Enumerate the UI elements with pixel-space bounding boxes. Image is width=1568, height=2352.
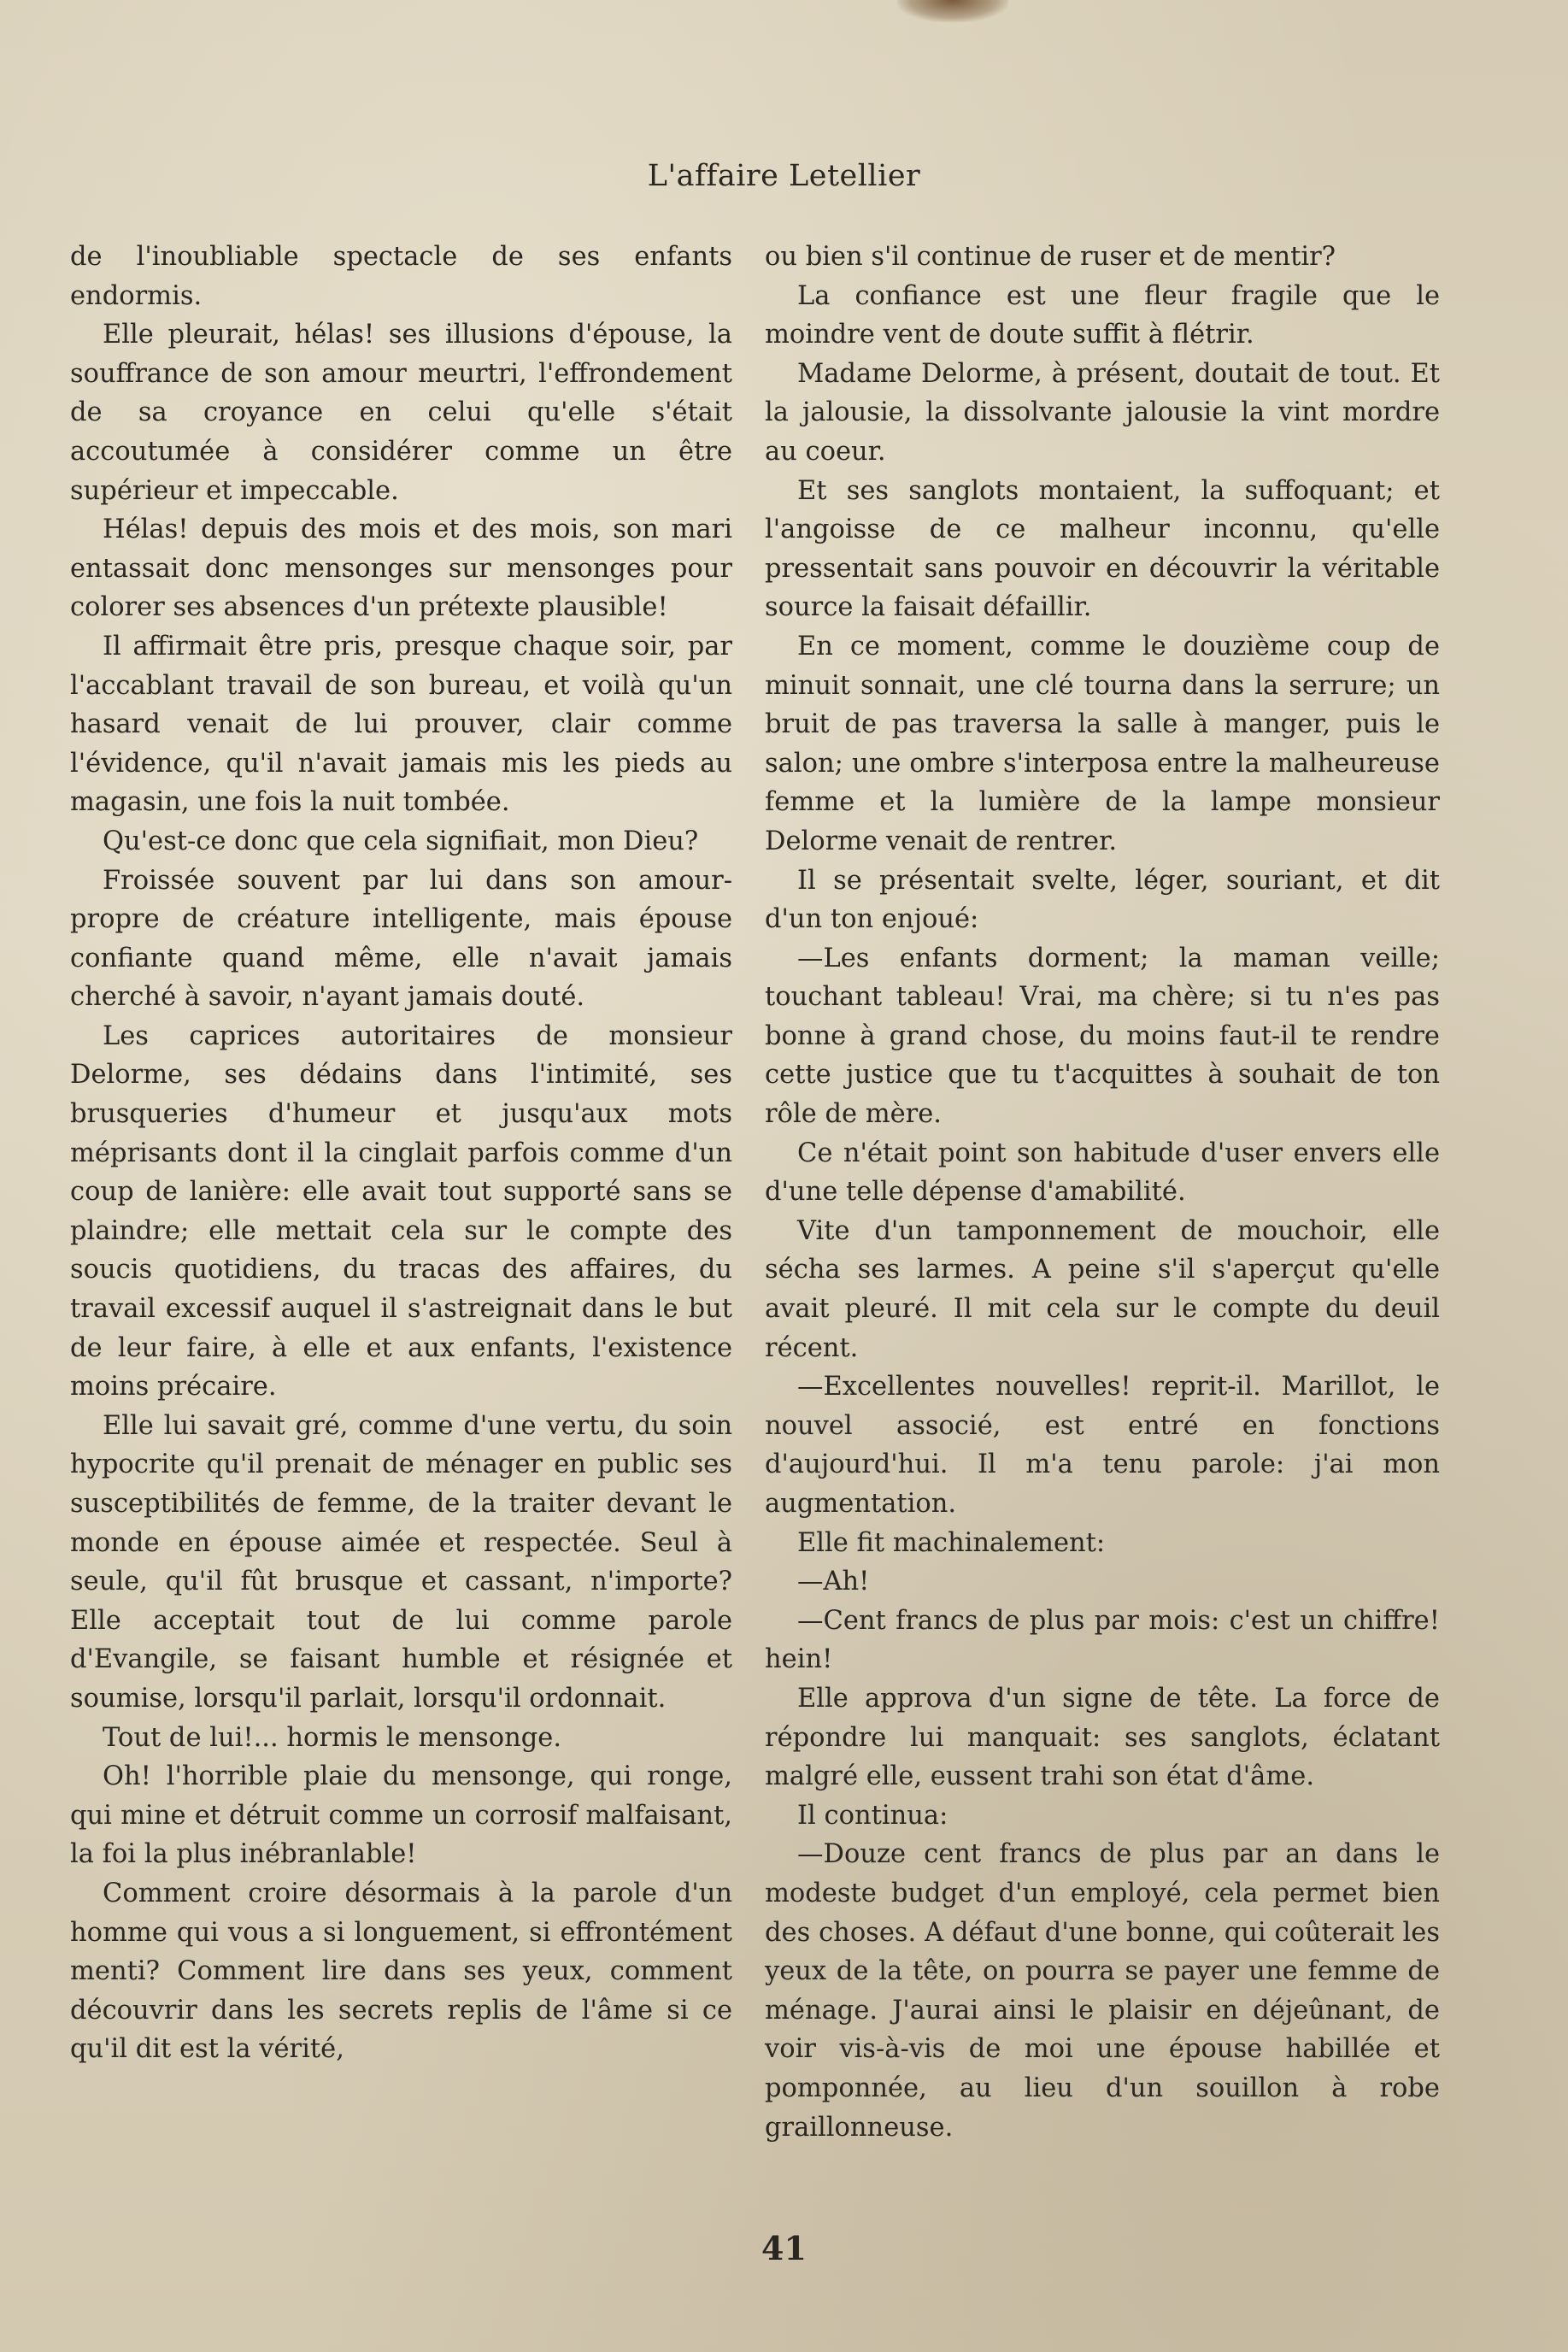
paragraph: Froissée souvent par lui dans son amour-propre de créature intelligente, mais épouse confiante quand même, elle n'avait jamais cherché à savoir, n'ayant jamais douté. — [70, 865, 732, 1013]
paragraph: Il continua: — [797, 1800, 948, 1831]
page-number: 41 — [761, 2229, 807, 2267]
paragraph: de l'inoubliable spectacle de ses enfants endormis. — [70, 242, 732, 311]
paragraph: Comment croire désormais à la parole d'un homme qui vous a si longuement, si effrontément menti? Comment lire dans ses yeux, comment découvrir dans les secrets replis de l'âme si ce qu'il dit est la vérité, — [70, 1878, 732, 2065]
paragraph: La confiance est une fleur fragile que le moindre vent de doute suffit à flétrir. — [765, 280, 1440, 350]
paragraph: —Les enfants dorment; la maman veille; touchant tableau! Vrai, ma chère; si tu n'es pas bonne à grand chose, du moins faut-il te rendre cette justice que tu t'acquittes à souhait de ton rôle de mère. — [765, 943, 1440, 1130]
paragraph: Hélas! depuis des mois et des mois, son mari entassait donc mensonges sur mensonges pour colorer ses absences d'un prétexte plausible! — [70, 514, 732, 623]
paragraph: En ce moment, comme le douzième coup de minuit sonnait, une clé tourna dans la serrure; un bruit de pas traversa la salle à manger, puis le salon; une ombre s'interposa entre la malheureuse femme et la lumière de la lampe monsieur Delorme venait de rentrer. — [765, 631, 1440, 856]
paragraph: Madame Delorme, à présent, doutait de tout. Et la jalousie, la dissolvante jalousie la vint mordre au coeur. — [765, 358, 1440, 467]
paragraph: —Cent francs de plus par mois: c'est un chiffre! hein! — [765, 1605, 1440, 1675]
paragraph: Elle lui savait gré, comme d'une vertu, du soin hypocrite qu'il prenait de ménager en public ses susceptibilités de femme, de la traiter devant le monde en épouse aimée et respectée. Seul à seule, qu'il fût brusque et cassant, n'importe? Elle acceptait tout de lui comme parole d'Evangile, se faisant humble et résignée et soumise, lorsqu'il parlait, lorsqu'il ordonnait. — [70, 1410, 732, 1714]
running-title: L'affaire Letellier — [647, 159, 921, 193]
paragraph: ou bien s'il continue de ruser et de mentir? — [765, 242, 1336, 272]
left-column — [70, 238, 732, 2069]
paragraph: Oh! l'horrible plaie du mensonge, qui ronge, qui mine et détruit comme un corrosif malfaisant, la foi la plus inébranlable! — [70, 1761, 732, 1870]
paragraph: Elle pleurait, hélas! ses illusions d'épouse, la souffrance de son amour meurtri, l'effrondement de sa croyance en celui qu'elle s'était accoutumée à considérer comme un être supérieur et impeccable. — [70, 320, 732, 506]
paragraph: Tout de lui!... hormis le mensonge. — [103, 1722, 562, 1753]
paragraph: —Excellentes nouvelles! reprit-il. Marillot, le nouvel associé, est entré en fonctions d'aujourd'hui. Il m'a tenu parole: j'ai mon augmentation. — [765, 1372, 1440, 1519]
paragraph: Et ses sanglots montaient, la suffoquant; et l'angoisse de ce malheur inconnu, qu'elle pressentait sans pouvoir en découvrir la véritable source la faisait défaillir. — [765, 475, 1440, 623]
paragraph: —Douze cent francs de plus par an dans le modeste budget d'un employé, cela permet bien des choses. A défaut d'une bonne, qui coûterait les yeux de la tête, on pourra se payer une femme de ménage. J'aurai ainsi le plaisir en déjeûnant, de voir vis-à-vis de moi une épouse habillée et pomponnée, au lieu d'un souillon à robe graillonneuse. — [765, 1839, 1440, 2143]
paragraph: Les caprices autoritaires de monsieur Delorme, ses dédains dans l'intimité, ses brusqueries d'humeur et jusqu'aux mots méprisants dont il la cinglait parfois comme d'un coup de lanière: elle avait tout supporté sans se plaindre; elle mettait cela sur le compte des soucis quotidiens, du tracas des affaires, du travail excessif auquel il s'astreignait dans le but de leur faire, à elle et aux enfants, l'existence moins précaire. — [70, 1020, 732, 1402]
paragraph: Vite d'un tamponnement de mouchoir, elle sécha ses larmes. A peine s'il s'aperçut qu'elle avait pleuré. Il mit cela sur le compte du deuil récent. — [765, 1215, 1440, 1363]
paragraph: Il se présentait svelte, léger, souriant, et dit d'un ton enjoué: — [765, 865, 1440, 935]
right-column — [765, 238, 1440, 2147]
paragraph: Qu'est-ce donc que cela signifiait, mon Dieu? — [103, 826, 699, 856]
paragraph: Il affirmait être pris, presque chaque soir, par l'accablant travail de son bureau, et voilà qu'un hasard venait de lui prouver, clair comme l'évidence, qu'il n'avait jamais mis les pieds au magasin, une fois la nuit tombée. — [70, 631, 732, 818]
paragraph: Elle fit machinalement: — [797, 1527, 1106, 1558]
paragraph: —Ah! — [797, 1567, 870, 1597]
paragraph: Ce n'était point son habitude d'user envers elle d'une telle dépense d'amabilité. — [765, 1138, 1440, 1208]
paragraph: Elle approva d'un signe de tête. La force de répondre lui manquait: ses sanglots, éclatant malgré elle, eussent trahi son état d'âme. — [765, 1683, 1440, 1792]
paper-stain — [897, 0, 1008, 22]
